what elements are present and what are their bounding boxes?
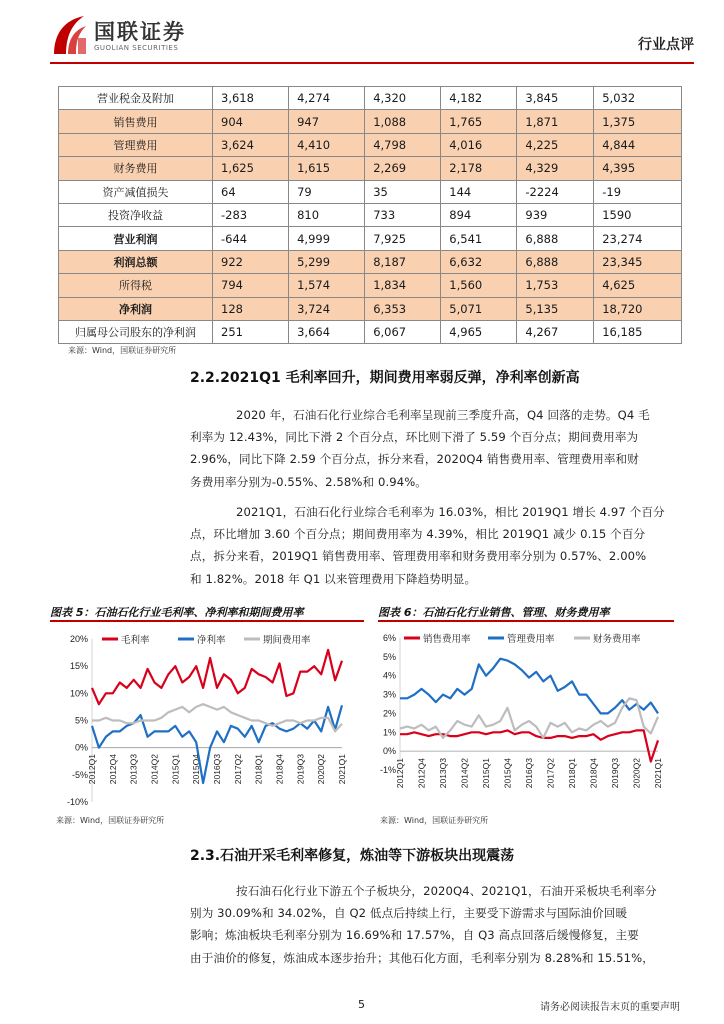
table-cell: 5,032: [594, 87, 682, 110]
table-cell: 6,888: [517, 250, 594, 273]
table-row: [59, 250, 682, 273]
paragraph-line: 和 1.82%。2018 年 Q1 以来管理费用下降趋势明显。: [190, 571, 477, 586]
table-cell: 1,375: [594, 110, 682, 133]
table-cell: 6,632: [441, 250, 517, 273]
series-line-1: [92, 650, 342, 704]
table-cell: 144: [441, 180, 517, 203]
disclaimer-note: 请务必阅读报告末页的重要声明: [540, 1002, 680, 1013]
section-heading-2-2: 2.2.2021Q1 毛利率回升，期间费用率弱反弹，净利率创新高: [190, 370, 580, 386]
x-tick-label: 2018Q1: [253, 754, 264, 785]
table-row: [59, 133, 682, 156]
table-cell: 4,410: [289, 133, 365, 156]
table-row: [59, 203, 682, 226]
table-cell: 4,844: [594, 133, 682, 156]
y-tick-label: 15%: [69, 661, 88, 672]
table-row: [59, 297, 682, 320]
x-tick-label: 2012Q1: [87, 754, 97, 785]
x-tick-label: 2020Q2: [631, 758, 642, 789]
table-cell: 947: [289, 110, 365, 133]
logo-name: 国联证券: [94, 20, 186, 44]
row-label: 投资净收益: [59, 203, 213, 226]
legend-label: 净利率: [197, 635, 226, 646]
paragraph-line: 利率为 12.43%，同比下滑 2 个百分点，环比则下滑了 5.59 个百分点；期间费用率为: [190, 430, 639, 445]
x-tick-label: 2016Q3: [212, 754, 222, 785]
table-cell: 35: [365, 180, 441, 203]
section-heading-2-3: 2.3.石油开采毛利率修复，炼油等下游板块出现震荡: [190, 848, 515, 864]
x-tick-label: 2015Q1: [170, 754, 181, 785]
table-row: [59, 227, 682, 250]
table-cell: 733: [365, 203, 441, 226]
table-cell: -2224: [517, 180, 594, 203]
table-cell: 3,845: [517, 87, 594, 110]
series-line-1: [400, 730, 658, 761]
x-tick-label: 2018Q4: [274, 754, 285, 785]
header-divider: [50, 62, 694, 64]
x-tick-label: 2012Q1: [395, 758, 405, 789]
table-row: [59, 87, 682, 110]
row-label: 营业税金及附加: [59, 87, 213, 110]
table-cell: 4,329: [517, 157, 594, 180]
table-cell: 8,187: [365, 250, 441, 273]
table-cell: 6,888: [517, 227, 594, 250]
row-label: 归属母公司股东的净利润: [59, 320, 213, 343]
x-tick-label: 2016Q3: [524, 758, 534, 789]
table-cell: 4,267: [517, 320, 594, 343]
table-cell: 1,625: [213, 157, 289, 180]
table-cell: 5,299: [289, 250, 365, 273]
table-cell: 4,965: [441, 320, 517, 343]
table-cell: 4,320: [365, 87, 441, 110]
x-tick-label: 2019Q3: [610, 758, 620, 789]
table-cell: 3,664: [289, 320, 365, 343]
row-label: 管理费用: [59, 133, 213, 156]
paragraph-line: 点，环比增加 3.60 个百分点；期间费用率为 4.39%，相比 2019Q1 减少 0.15 个百分: [190, 527, 646, 542]
table-cell: 4,798: [365, 133, 441, 156]
table-cell: -19: [594, 180, 682, 203]
paragraph-line: 2.96%，同比下降 2.59 个百分点，拆分来看，2020Q4 销售费用率、管理费用率和财: [190, 452, 639, 467]
table-cell: 79: [289, 180, 365, 203]
table-cell: 2,178: [441, 157, 517, 180]
x-tick-label: 2021Q1: [337, 754, 347, 785]
x-tick-label: 2018Q1: [567, 758, 577, 789]
x-tick-label: 2017Q2: [545, 758, 556, 789]
table-row: [59, 180, 682, 203]
table-cell: 1,753: [517, 274, 594, 297]
x-tick-label: 2015Q4: [191, 754, 202, 785]
x-tick-label: 2015Q1: [481, 758, 491, 789]
x-tick-label: 2021Q1: [653, 758, 663, 789]
table-row: [59, 274, 682, 297]
x-tick-label: 2012Q4: [107, 754, 118, 785]
row-label: 利润总额: [59, 250, 213, 273]
row-label: 所得税: [59, 274, 213, 297]
table-cell: 7,925: [365, 227, 441, 250]
legend-label: 毛利率: [121, 635, 150, 646]
table-cell: 939: [517, 203, 594, 226]
y-tick-label: -10%: [66, 797, 88, 807]
figure-5-title: 图表 5：石油石化行业毛利率、净利率和期间费用率: [50, 606, 304, 619]
x-tick-label: 2017Q2: [232, 754, 243, 785]
table-cell: 3,724: [289, 297, 365, 320]
figure-5-source: 来源：Wind，国联证券研究所: [56, 816, 165, 825]
table-cell: 4,225: [517, 133, 594, 156]
paragraph-line: 影响；炼油板块毛利率分别为 16.69%和 17.57%，自 Q3 高点回落后缓慢修复，主要: [190, 928, 639, 943]
income-statement-table: [58, 86, 682, 344]
table-cell: 1,834: [365, 274, 441, 297]
x-tick-label: 2013Q3: [128, 754, 139, 785]
table-cell: 128: [213, 297, 289, 320]
section-2-2-paragraph-2: [190, 501, 672, 590]
paragraph-line: 由于油价的修复，炼油成本逐步抬升；其他石化方面，毛利率分别为 8.28%和 15.51%，: [190, 950, 654, 965]
table-cell: 3,618: [213, 87, 289, 110]
table-cell: 23,345: [594, 250, 682, 273]
table-cell: 1,765: [441, 110, 517, 133]
figure-5-chart: [50, 624, 364, 810]
table-cell: 1,574: [289, 274, 365, 297]
logo-mark-icon: [50, 14, 90, 58]
y-tick-label: 6%: [382, 633, 396, 643]
y-tick-label: 3%: [382, 689, 396, 700]
table-cell: 4,274: [289, 87, 365, 110]
y-tick-label: 5%: [74, 715, 88, 726]
section-2-3-paragraph: [190, 880, 672, 969]
figure-6-source: 来源：Wind，国联证券研究所: [380, 816, 489, 825]
table-cell: 5,135: [517, 297, 594, 320]
row-label: 销售费用: [59, 110, 213, 133]
table-cell: -283: [213, 203, 289, 226]
table-cell: 1590: [594, 203, 682, 226]
row-label: 营业利润: [59, 227, 213, 250]
paragraph-line: 点，拆分来看，2019Q1 销售费用率、管理费用率和财务费用率分别为 0.57%、2.00%: [190, 549, 647, 564]
table-row: [59, 157, 682, 180]
table-cell: 4,016: [441, 133, 517, 156]
figure-6-title: 图表 6：石油石化行业销售、管理、财务费用率: [378, 606, 610, 619]
y-tick-label: 10%: [69, 688, 88, 699]
logo-english-name: GUOLIAN SECURITIES: [94, 44, 179, 52]
x-tick-label: 2012Q4: [416, 758, 427, 789]
y-tick-label: 0%: [74, 742, 88, 753]
table-cell: 4,182: [441, 87, 517, 110]
section-2-2-paragraph-1: [190, 404, 672, 493]
table-cell: 4,999: [289, 227, 365, 250]
row-label: 财务费用: [59, 157, 213, 180]
table-cell: 810: [289, 203, 365, 226]
table-cell: 1,871: [517, 110, 594, 133]
y-tick-label: 2%: [382, 708, 396, 719]
table-cell: 6,541: [441, 227, 517, 250]
table-cell: 1,560: [441, 274, 517, 297]
table-cell: 5,071: [441, 297, 517, 320]
x-tick-label: 2015Q4: [502, 758, 513, 789]
legend-label: 管理费用率: [507, 634, 555, 645]
table-cell: 4,625: [594, 274, 682, 297]
x-tick-label: 2020Q2: [316, 754, 327, 785]
table-cell: 904: [213, 110, 289, 133]
table-cell: 1,088: [365, 110, 441, 133]
table-cell: 18,720: [594, 297, 682, 320]
y-tick-label: 20%: [69, 634, 88, 644]
table-cell: 3,624: [213, 133, 289, 156]
table-cell: 23,274: [594, 227, 682, 250]
table-cell: 922: [213, 250, 289, 273]
y-tick-label: 0%: [382, 746, 396, 757]
series-line-2: [400, 659, 658, 714]
x-tick-label: 2013Q3: [438, 758, 448, 789]
table-cell: 2,269: [365, 157, 441, 180]
y-tick-label: 1%: [382, 727, 396, 738]
figure-6-rule: [378, 620, 674, 622]
x-tick-label: 2019Q3: [295, 754, 306, 785]
table-cell: 16,185: [594, 320, 682, 343]
table-cell: 251: [213, 320, 289, 343]
y-tick-label: 5%: [382, 651, 396, 662]
paragraph-line: 2021Q1，石油石化行业综合毛利率为 16.03%，相比 2019Q1 增长 4.97 个百分: [236, 505, 665, 519]
figure-6-chart: [378, 624, 674, 810]
y-tick-label: -5%: [71, 769, 88, 780]
y-tick-label: 4%: [382, 670, 396, 681]
table-cell: 64: [213, 180, 289, 203]
table-cell: 894: [441, 203, 517, 226]
company-logo: [50, 14, 190, 58]
legend-label: 期间费用率: [263, 635, 311, 646]
paragraph-line: 2020 年，石油石化行业综合毛利率呈现前三季度升高，Q4 回落的走势。Q4 毛: [236, 408, 650, 422]
y-tick-label: -1%: [379, 765, 396, 775]
table-source: 来源：Wind，国联证券研究所: [68, 346, 177, 355]
table-cell: 1,615: [289, 157, 365, 180]
table-row: [59, 110, 682, 133]
row-label: 资产减值损失: [59, 180, 213, 203]
paragraph-line: 务费用率分别为-0.55%、2.58%和 0.94%。: [190, 474, 427, 489]
paragraph-line: 别为 30.09%和 34.02%，自 Q2 低点后持续上行，主要受下游需求与国际油价回暖: [190, 906, 628, 921]
table-row: [59, 320, 682, 343]
x-tick-label: 2014Q2: [149, 754, 160, 785]
row-label: 净利润: [59, 297, 213, 320]
table-cell: 794: [213, 274, 289, 297]
figure-5-rule: [50, 620, 364, 622]
x-tick-label: 2014Q2: [459, 758, 470, 789]
legend-label: 销售费用率: [423, 634, 471, 645]
table-cell: 4,395: [594, 157, 682, 180]
legend-label: 财务费用率: [593, 634, 641, 645]
table-cell: 6,067: [365, 320, 441, 343]
page-number: 5: [358, 998, 365, 1011]
page-header: [0, 0, 724, 78]
table-cell: 6,353: [365, 297, 441, 320]
paragraph-line: 按石油石化行业下游五个子板块分，2020Q4、2021Q1，石油开采板块毛利率分: [236, 884, 657, 898]
table-cell: -644: [213, 227, 289, 250]
document-type: 行业点评: [638, 37, 694, 53]
x-tick-label: 2018Q4: [588, 758, 599, 789]
